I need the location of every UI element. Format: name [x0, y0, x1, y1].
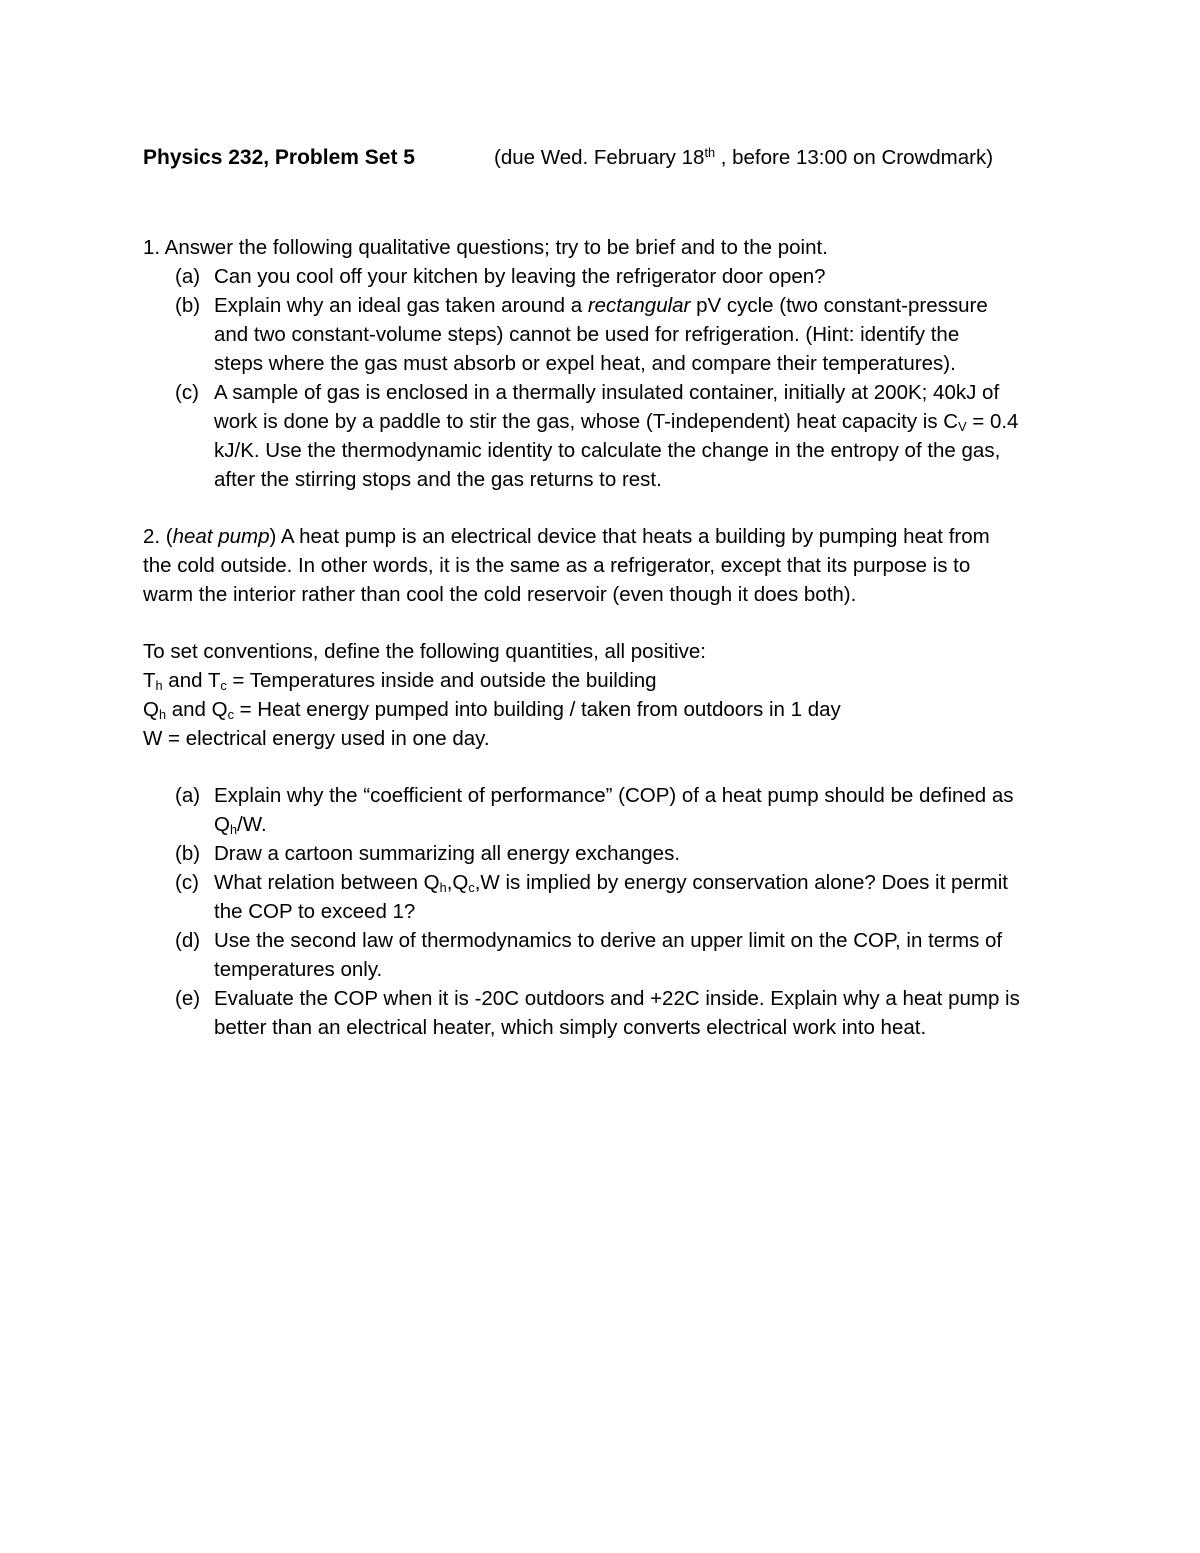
- q2-line1: 2. (heat pump) A heat pump is an electrical device that heats a building by pumping heat from: [143, 525, 990, 548]
- q2-e-line2: better than an electrical heater, which simply converts electrical work into heat.: [214, 1016, 927, 1039]
- q2-heat-definition: $Q_h$ and $Q_c$ = Heat energy pumped into building / taken from outdoors in 1 day: [143, 698, 841, 723]
- q2-conventions-intro: To set conventions, define the following quantities, all positive:: [143, 640, 706, 663]
- q2-c-label: (c): [175, 871, 199, 894]
- q1-c-line2: work is done by a paddle to stir the gas, whose (T-independent) heat capacity is $C_V = 0.4$: [214, 410, 1019, 435]
- q2-d-line1: Use the second law of thermodynamics to derive an upper limit on the COP, in terms of: [214, 929, 1003, 952]
- due-date: (due Wed. February 18th , before 13:00 on Crowdmark): [494, 145, 994, 169]
- q1-c-line1: A sample of gas is enclosed in a thermally insulated container, initially at 200K; 40kJ of: [214, 381, 1000, 404]
- q1-intro: 1. Answer the following qualitative questions; try to be brief and to the point.: [143, 236, 828, 259]
- q2-d-label: (d): [175, 929, 201, 952]
- q1-c-label: (c): [175, 381, 199, 404]
- q2-d-line2: temperatures only.: [214, 958, 383, 981]
- q2-line2: the cold outside. In other words, it is the same as a refrigerator, except that its purpose is to: [143, 554, 971, 577]
- q2-c-line2: the COP to exceed 1?: [214, 900, 416, 923]
- q1-a-text: Can you cool off your kitchen by leaving the refrigerator door open?: [214, 265, 826, 288]
- q2-e-label: (e): [175, 987, 201, 1010]
- q1-c-line4: after the stirring stops and the gas returns to rest.: [214, 468, 662, 491]
- q2-b-label: (b): [175, 842, 201, 865]
- q2-b-line1: Draw a cartoon summarizing all energy exchanges.: [214, 842, 681, 865]
- q1-b-label: (b): [175, 294, 201, 317]
- q2-temperature-definition: $T_h$ and $T_c$ = Temperatures inside and outside the building: [143, 669, 657, 694]
- q1-b-line1: Explain why an ideal gas taken around a rectangular pV cycle (two constant-pressure: [214, 294, 988, 317]
- page-title: Physics 232, Problem Set 5: [143, 146, 415, 169]
- q1-b-line3: steps where the gas must absorb or expel heat, and compare their temperatures).: [214, 352, 956, 375]
- q2-a-line2: $Q_h/W$.: [214, 813, 267, 838]
- q2-e-line1: Evaluate the COP when it is -20C outdoors and +22C inside. Explain why a heat pump is: [214, 987, 1020, 1010]
- q2-a-line1: Explain why the “coefficient of performance” (COP) of a heat pump should be defined as: [214, 784, 1014, 807]
- q1-c-line3: kJ/K. Use the thermodynamic identity to calculate the change in the entropy of the gas,: [214, 439, 1001, 462]
- q2-c-line1: What relation between $Q_h,Q_c,W$ is implied by energy conservation alone? Does it permit: [214, 871, 1008, 896]
- q2-a-label: (a): [175, 784, 201, 807]
- q1-a-label: (a): [175, 265, 201, 288]
- q2-work-definition: W = electrical energy used in one day.: [143, 727, 490, 750]
- q1-b-line2: and two constant-volume steps) cannot be used for refrigeration. (Hint: identify the: [214, 323, 960, 346]
- q2-line3: warm the interior rather than cool the cold reservoir (even though it does both).: [143, 583, 857, 606]
